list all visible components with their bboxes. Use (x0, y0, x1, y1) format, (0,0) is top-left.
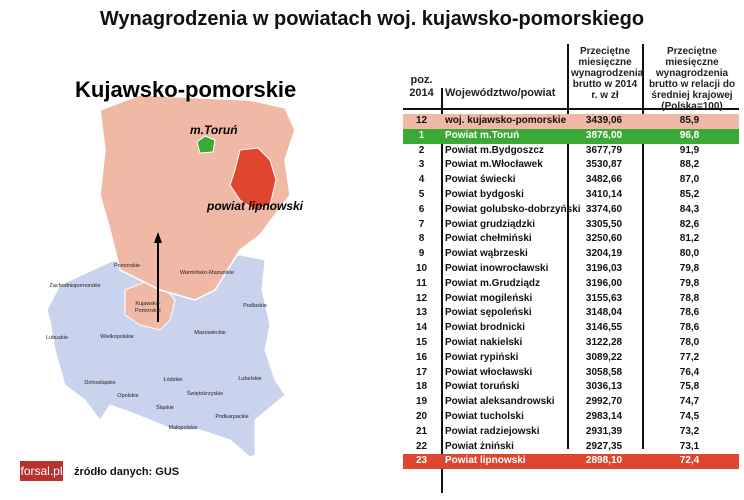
vl: Świętokrzyskie (186, 391, 224, 397)
vl: Lubelskie (238, 376, 262, 382)
table-row (403, 410, 739, 425)
rank-cell: 9 (418, 248, 425, 260)
salary-cell: 3439,06 (585, 115, 623, 126)
vl: Łódzkie (163, 377, 183, 383)
table-row (403, 114, 739, 129)
salary-table (403, 44, 739, 469)
ratio-cell: 87,0 (679, 174, 700, 186)
salary-cell: 3089,22 (585, 351, 623, 363)
table-row (403, 321, 739, 336)
ratio-cell: 74,7 (679, 396, 700, 408)
ratio-cell: 76,4 (679, 366, 700, 378)
salary-cell: 3305,50 (585, 218, 623, 230)
name-cell: Powiat chełmiński (445, 233, 532, 245)
header-salary: Przeciętne miesięczne wynagrodzenia brutto w 2014 r. w zł (571, 46, 644, 101)
rank-cell: 13 (415, 307, 428, 319)
name-cell: Powiat wąbrzeski (445, 248, 528, 260)
table-row (403, 218, 739, 233)
table-row (403, 173, 739, 188)
rank-cell: 3 (418, 159, 425, 171)
rank-cell: 20 (415, 410, 428, 422)
forsal-logo: forsal.pl (20, 461, 63, 481)
table-row (403, 351, 739, 366)
ratio-cell: 80,0 (679, 248, 700, 260)
salary-cell: 3122,28 (585, 336, 623, 348)
rank-cell: 10 (415, 262, 428, 274)
ratio-cell: 78,6 (679, 322, 700, 334)
ratio-cell: 81,2 (679, 233, 700, 245)
salary-cell: 3146,55 (585, 322, 623, 334)
name-cell: Powiat m.Grudziądz (445, 277, 541, 289)
name-cell: Powiat brodnicki (445, 322, 526, 334)
name-cell: Powiat bydgoski (445, 188, 524, 200)
ratio-cell: 78,8 (679, 292, 700, 304)
rank-cell: 11 (416, 277, 427, 289)
ratio-cell: 72,4 (679, 455, 700, 467)
rank-cell: 19 (415, 396, 428, 408)
salary-cell: 2983,14 (585, 410, 623, 422)
rank-cell: 1 (418, 129, 425, 141)
vl: Podlaskie (243, 303, 267, 309)
salary-cell: 2898,10 (585, 455, 623, 467)
salary-cell: 3196,03 (585, 262, 623, 274)
rank-cell: 15 (415, 336, 428, 348)
rank-cell: 4 (418, 174, 425, 186)
table-row (403, 292, 739, 307)
ratio-cell: 82,6 (679, 218, 700, 230)
name-cell: Powiat m.Włocławek (445, 159, 543, 171)
name-cell: Powiat żniński (445, 440, 514, 452)
name-cell: Powiat radziejowski (445, 425, 540, 437)
name-cell: Powiat m.Toruń (445, 129, 520, 141)
name-cell: Powiat tucholski (445, 410, 524, 422)
ratio-cell: 73,2 (679, 425, 700, 437)
table-row (403, 203, 739, 218)
salary-cell: 3530,87 (585, 159, 623, 171)
ratio-cell: 96,8 (679, 129, 700, 141)
vl: Podkarpackie (215, 414, 249, 420)
table-row (403, 366, 739, 381)
vl: Zachodniopomorskie (49, 283, 101, 289)
vl: Kujawsko- (135, 301, 161, 307)
salary-cell: 3482,66 (585, 174, 623, 186)
salary-cell: 2992,70 (585, 396, 623, 408)
ratio-cell: 74,5 (679, 410, 700, 422)
name-cell: Powiat sępoleński (445, 307, 532, 319)
source-note: źródło danych: GUS (74, 466, 180, 478)
ratio-cell: 79,8 (679, 277, 700, 289)
header-name: Województwo/powiat (445, 87, 556, 99)
rank-cell: 18 (415, 381, 428, 393)
chart-title: Wynagrodzenia w powiatach woj. kujawsko-pomorskiego (99, 8, 645, 30)
torun-label: m.Toruń (190, 123, 238, 137)
table-row (403, 247, 739, 262)
table-row (403, 380, 739, 395)
salary-cell: 2931,39 (585, 425, 623, 437)
name-cell: Powiat inowrocławski (445, 262, 549, 274)
salary-cell: 3204,19 (585, 248, 623, 260)
ratio-cell: 75,8 (679, 381, 700, 393)
name-cell: Powiat m.Bydgoszcz (445, 144, 544, 156)
vl: Mazowieckie (194, 330, 226, 336)
salary-cell: 3058,58 (585, 366, 623, 378)
name-cell: Powiat świecki (445, 174, 516, 186)
salary-cell: 2927,35 (585, 440, 623, 452)
rank-cell: 5 (418, 188, 425, 200)
rank-cell: 7 (418, 218, 425, 230)
rank-cell: 12 (415, 292, 428, 304)
ratio-cell: 88,2 (679, 159, 700, 171)
table-row (403, 425, 739, 440)
table-row (403, 232, 739, 247)
lipnowski-label: powiat lipnowski (207, 199, 304, 213)
name-cell: Powiat włocławski (445, 366, 533, 378)
rank-cell: 14 (415, 322, 428, 334)
ratio-cell: 78,6 (679, 307, 700, 319)
salary-cell: 3148,04 (585, 307, 623, 319)
header-rank: poz. 2014 (409, 74, 434, 99)
table-row (403, 188, 739, 203)
ratio-cell: 91,9 (679, 144, 700, 156)
ratio-cell: 79,8 (679, 262, 700, 274)
vl: Pomorskie (135, 308, 161, 314)
rank-cell: 16 (415, 351, 428, 363)
table-row (403, 440, 739, 455)
table-row (403, 454, 739, 469)
rank-cell: 12 (415, 115, 428, 126)
table-row (403, 144, 739, 159)
rank-cell: 2 (418, 144, 425, 156)
vl: Śląskie (156, 405, 174, 411)
rank-cell: 21 (415, 425, 428, 437)
table-row (403, 262, 739, 277)
ratio-cell: 85,2 (679, 188, 700, 200)
name-cell: woj. kujawsko-pomorskie (445, 115, 567, 126)
salary-cell: 3196,00 (585, 277, 623, 289)
name-cell: Powiat mogileński (445, 292, 533, 304)
vl: Małopolskie (168, 425, 198, 431)
salary-cell: 3410,14 (585, 188, 623, 200)
salary-cell: 3374,60 (585, 203, 623, 215)
table-row (403, 158, 739, 173)
salary-cell: 3250,60 (585, 233, 623, 245)
header-ratio: Przeciętne miesięczne wynagrodzenia brutto w relacji do średniej krajowej (Polska=100) (648, 46, 736, 112)
table-row (403, 306, 739, 321)
vl: Wielkopolskie (100, 334, 134, 340)
rank-cell: 17 (415, 366, 428, 378)
salary-cell: 3677,79 (585, 144, 623, 156)
rank-cell: 23 (415, 455, 428, 467)
vl: Warmińsko-Mazurskie (179, 270, 235, 276)
salary-cell: 3876,00 (585, 129, 623, 141)
rank-cell: 6 (418, 203, 425, 215)
vl: Dolnośląskie (84, 380, 116, 386)
salary-cell: 3155,63 (585, 292, 623, 304)
table-row (403, 277, 739, 292)
ratio-cell: 77,2 (679, 351, 700, 363)
table-row (403, 129, 739, 144)
ratio-cell: 85,9 (679, 115, 700, 126)
name-cell: Powiat lipnowski (445, 455, 526, 467)
vl: Opolskie (117, 393, 139, 399)
rank-cell: 22 (415, 440, 428, 452)
ratio-cell: 78,0 (679, 336, 700, 348)
table-row (403, 395, 739, 410)
name-cell: Powiat aleksandrowski (445, 396, 555, 408)
name-cell: Powiat toruński (445, 381, 520, 393)
vl: Lubuskie (45, 335, 69, 341)
name-cell: Powiat grudziądzki (445, 218, 536, 230)
vl: Pomorskie (114, 263, 140, 269)
region-label: Kujawsko-pomorskie (75, 77, 297, 102)
name-cell: Powiat nakielski (445, 336, 523, 348)
name-cell: Powiat rypiński (445, 351, 519, 363)
ratio-cell: 84,3 (679, 203, 700, 215)
name-cell: Powiat golubsko-dobrzyński (445, 203, 581, 215)
ratio-cell: 73,1 (679, 440, 700, 452)
table-row (403, 336, 739, 351)
rank-cell: 8 (418, 233, 425, 245)
salary-cell: 3036,13 (585, 381, 623, 393)
